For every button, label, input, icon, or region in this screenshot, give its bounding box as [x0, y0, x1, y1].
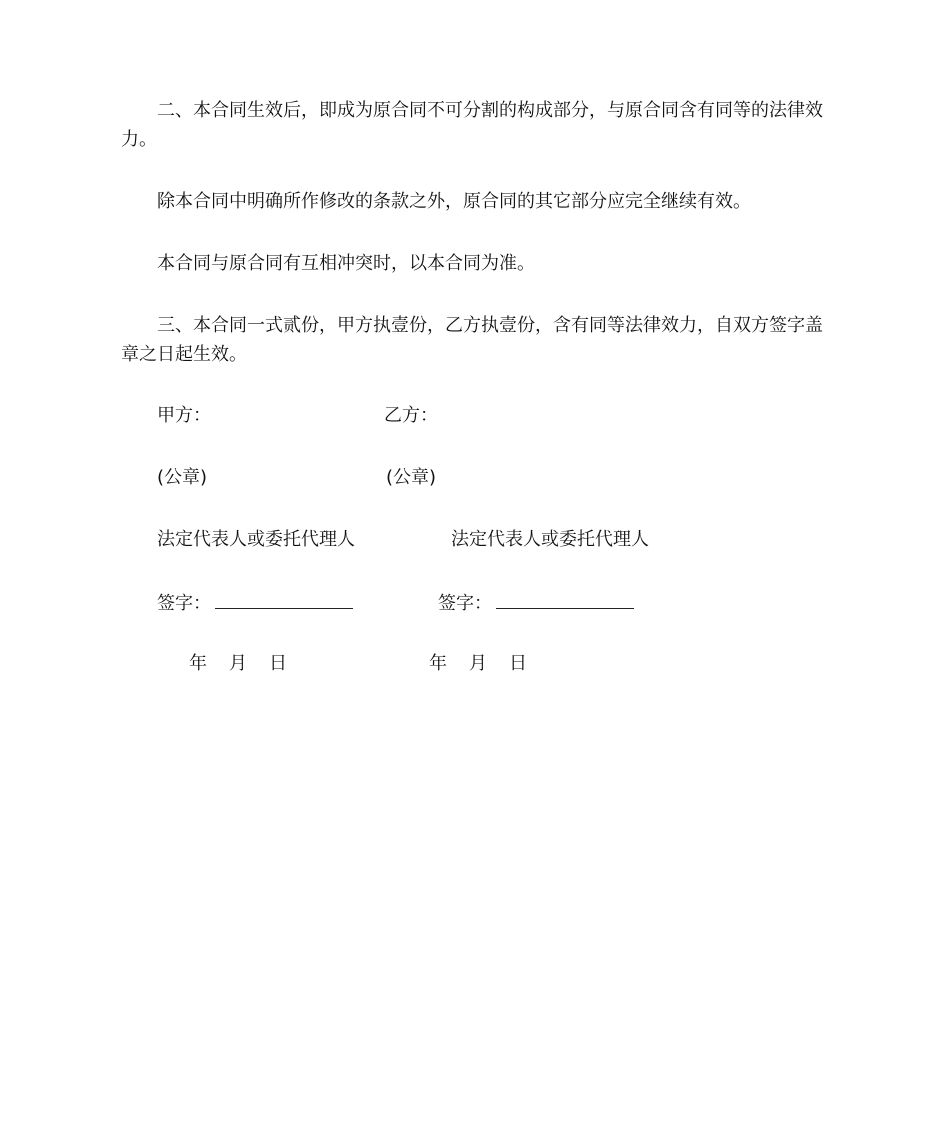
party-a-date-month: 月 [229, 653, 247, 674]
party-b-sign-label: 签字： [438, 593, 492, 614]
conflict-paragraph: 本合同与原合同有互相冲突时，以本合同为准。 [157, 253, 535, 274]
clause-two-paragraph: 二、本合同生效后，即成为原合同不可分割的构成部分，与原合同含有同等的法律效力。 [121, 100, 823, 150]
party-a-date [189, 652, 309, 676]
party-b-representative: 法定代表人或委托代理人 [451, 529, 649, 550]
party-a-signature-line[interactable] [215, 590, 353, 609]
party-a-sign-label: 签字： [157, 593, 211, 614]
party-b-date-year: 年 [429, 653, 447, 674]
party-b-date-month: 月 [469, 653, 487, 674]
party-b-signature-line[interactable] [496, 590, 634, 609]
party-a-representative: 法定代表人或委托代理人 [157, 529, 355, 550]
party-b-label: 乙方： [384, 405, 438, 426]
clause-three-paragraph: 三、本合同一式贰份，甲方执壹份，乙方执壹份，含有同等法律效力，自双方签字盖章之日起生效。 [121, 315, 823, 365]
party-b-signature-row [438, 590, 634, 616]
party-b-seal: (公章) [386, 467, 437, 488]
party-a-date-day: 日 [269, 653, 287, 674]
party-a-label: 甲方： [157, 405, 211, 426]
party-a-seal: (公章) [157, 467, 208, 488]
party-a-date-year: 年 [189, 653, 207, 674]
remaining-valid-paragraph: 除本合同中明确所作修改的条款之外，原合同的其它部分应完全继续有效。 [157, 191, 751, 212]
party-a-signature-row [157, 590, 353, 616]
party-b-date [429, 652, 549, 676]
party-b-date-day: 日 [509, 653, 527, 674]
